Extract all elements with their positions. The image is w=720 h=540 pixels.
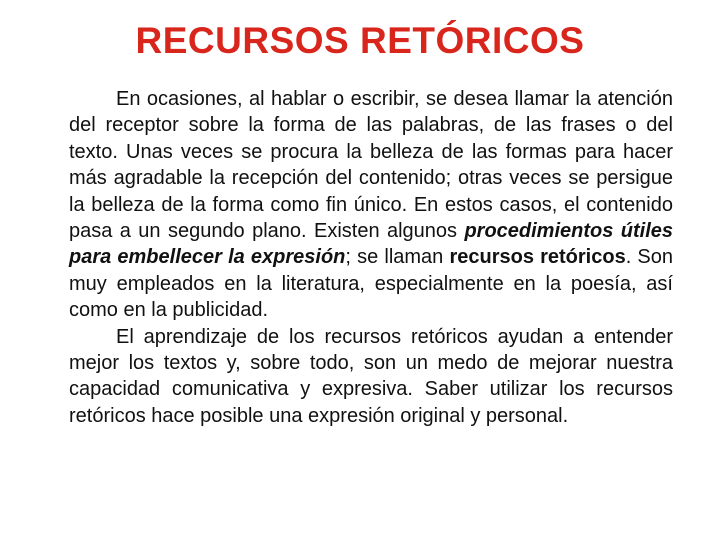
paragraph-2: El aprendizaje de los recursos retóricos ayudan a entender mejor los textos y, sobre todo, son un medo de mejorar nuestra capacidad comunicativa y expresiva. Saber utilizar los recursos retóricos hace posible una expresión original y personal. bbox=[69, 325, 673, 427]
paragraph-1-text-c: . Son muy empleados en la literatura, especialmente en la poesía, así como en la publicidad. bbox=[69, 246, 674, 322]
slide-title: RECURSOS RETÓRICOS bbox=[135, 20, 585, 61]
emphasis-phrase: procedimientos útiles para embellecer la expresión bbox=[69, 220, 673, 269]
body-text bbox=[69, 86, 673, 429]
paragraph-1-text-a: En ocasiones, al hablar o escribir, se desea llamar la atención del receptor sobre la forma de las palabras, de las frases o del texto. Unas veces se procura la belleza de las formas para hacer más agradable la recepción del contenido; otras veces se persigue la belleza de la forma como fin único. En estos casos, el contenido pasa a un segundo plano. Existen algunos bbox=[69, 88, 673, 243]
key-term: recursos retóricos bbox=[449, 246, 626, 269]
paragraph-1 bbox=[69, 86, 673, 324]
paragraph-1-text-b: ; se llaman bbox=[345, 246, 450, 269]
